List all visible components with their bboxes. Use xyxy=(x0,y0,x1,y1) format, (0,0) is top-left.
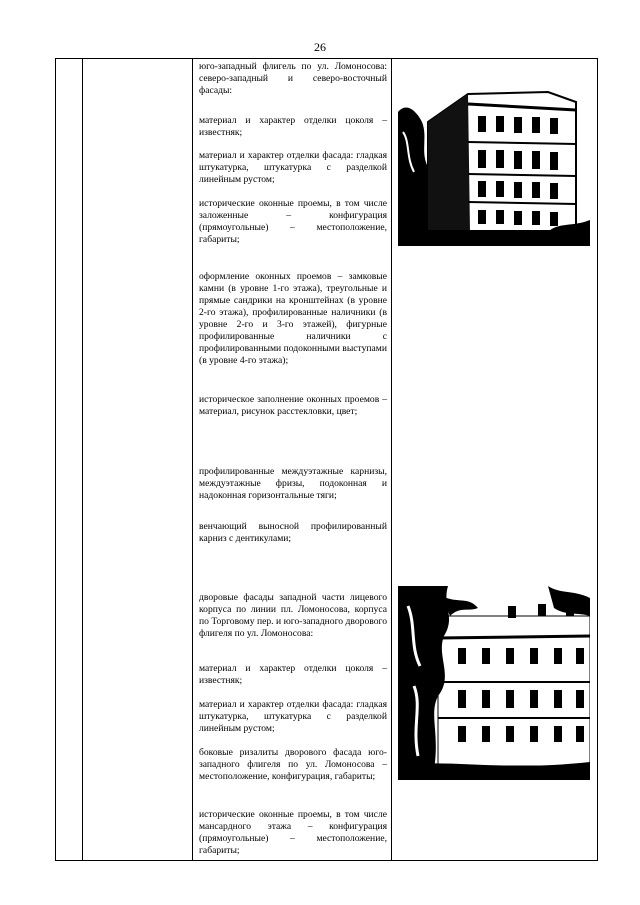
feature-text: историческое заполнение оконных проемов – материал, рисунок расстекловки, цвет; xyxy=(199,394,387,417)
column-divider xyxy=(192,59,193,860)
courtyard-facade-photo xyxy=(398,586,590,780)
feature-text: боковые ризалиты дворового фасада юго-западного флигеля по ул. Ломоносова – местоположение, конфигурация, габариты; xyxy=(199,747,387,782)
feature-text: исторические оконные проемы, в том числе мансардного этажа – конфигурация (прямоугольные) – местоположение, габариты; xyxy=(199,809,387,856)
section-heading: дворовые фасады западной части лицевого корпуса по линии пл. Ломоносова, корпуса по Торговому пер. и юго-западного дворового флигеля по ул. Ломоносова: xyxy=(199,592,387,639)
feature-text: материал и характер отделки фасада: гладкая штукатурка, штукатурка с разделкой линейным рустом; xyxy=(199,699,387,734)
feature-text: венчающий выносной профилированный карниз с дентикулами; xyxy=(199,521,387,544)
feature-text: исторические оконные проемы, в том числе заложенные – конфигурация (прямоугольные) – местоположение, габариты; xyxy=(199,198,387,245)
building-corner-photo xyxy=(398,82,590,246)
feature-text: профилированные междуэтажные карнизы, междуэтажные фризы, подоконная и надоконная горизонтальные тяги; xyxy=(199,466,387,501)
feature-text: материал и характер отделки цоколя – известняк; xyxy=(199,663,387,686)
page-number: 26 xyxy=(314,40,326,54)
section-heading: юго-западный флигель по ул. Ломоносова: северо-западный и северо-восточный фасады: xyxy=(199,61,387,96)
feature-text: материал и характер отделки фасада: гладкая штукатурка, штукатурка с разделкой линейным рустом; xyxy=(199,150,387,185)
protected-features-table xyxy=(55,58,598,861)
feature-text: оформление оконных проемов – замковые камни (в уровне 1-го этажа), треугольные и прямые сандрики на кронштейнах (в уровне 2-го этажа), профилированные наличники (в уровне 2-го и 3-го этажей), фигурные профилированные наличники с профилированными подоконными выступами (в уровне 4-го этажа); xyxy=(199,271,387,366)
feature-text: материал и характер отделки цоколя – известняк; xyxy=(199,115,387,138)
column-divider xyxy=(82,59,83,860)
column-divider xyxy=(391,59,392,860)
